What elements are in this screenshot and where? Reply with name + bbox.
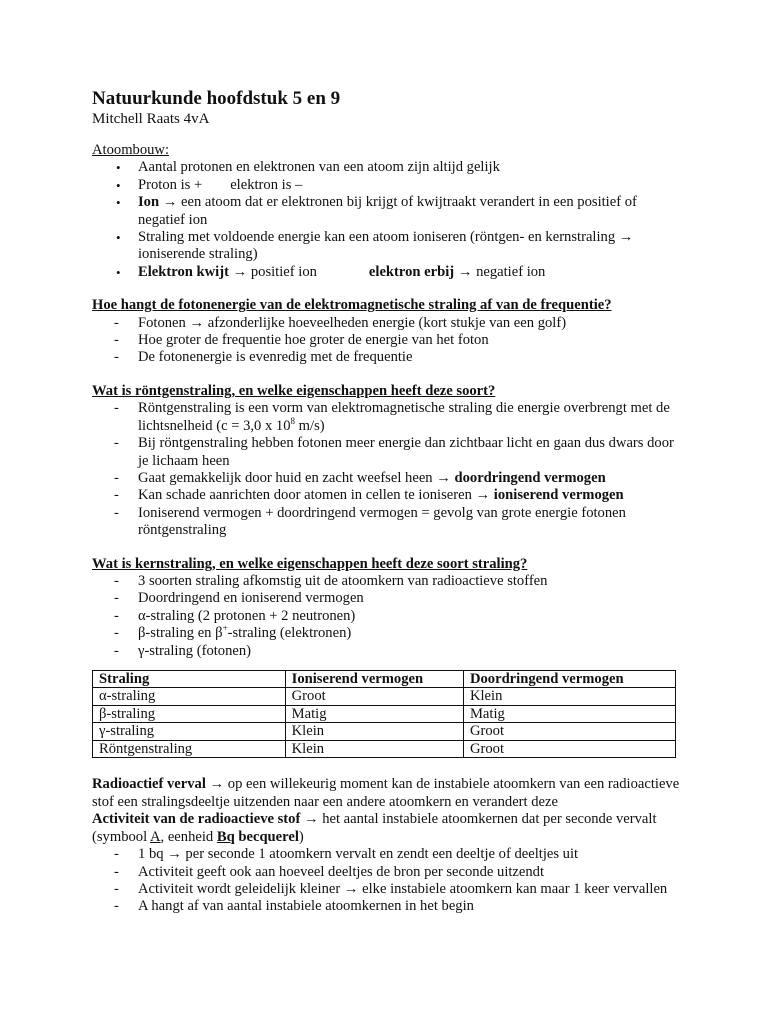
list-item: - Ioniserend vermogen + doordringend vermogen = gevolg van grote energie fotonen röntgenstraling [114,504,626,539]
bullet-icon: • [116,195,121,211]
table-cell: Klein [463,688,675,706]
list-item: - Kan schade aanrichten door atomen in cellen te ioniseren → ioniserend vermogen [114,487,624,504]
section-heading: Wat is röntgenstraling, en welke eigenschappen heeft deze soort? [92,382,496,399]
section-atoombouw [92,142,682,281]
section-rontgenstraling [92,383,682,540]
list-item: - Activiteit wordt geleidelijk kleiner → elke instabiele atoomkern kan maar 1 keer vervallen [114,880,668,897]
table-row [93,688,676,706]
paragraph-activiteit: Activiteit van de radioactieve stof → het aantal instabiele atoomkernen dat per seconde vervalt (symbool A, eenheid Bq becquerel) [92,811,657,845]
list-item: - Röntgenstraling is een vorm van elektromagnetische straling die energie overbrengt met de lichtsnelheid (c = 3,0 x $10^8$ m/s) [114,400,670,434]
table-cell: Klein [285,740,463,758]
list-item: - Doordringend en ioniserend vermogen [114,590,364,607]
dash-icon: - [114,572,119,589]
dash-icon: - [114,314,119,331]
list-item: - Hoe groter de frequentie hoe groter de energie van het foton [114,332,489,349]
bullet-icon: • [116,264,121,280]
table-header-row [93,670,676,688]
dash-icon: - [114,400,119,417]
document-title: Natuurkunde hoofdstuk 5 en 9 [92,88,341,109]
table-cell: γ-straling [93,723,286,741]
section-radioactief-verval [92,776,682,915]
list-item: - 3 soorten straling afkomstig uit de atoomkern van radioactieve stoffen [114,572,548,589]
table-cell: α-straling [93,688,286,706]
dash-list [92,846,682,916]
paragraph-verval: Radioactief verval → op een willekeurig moment kan de instabiele atoomkern van een radioactieve stof een stralingsdeeltje uitzenden naar een andere atoomkern en verandert deze [92,776,680,810]
list-item: • Aantal protonen en elektronen van een atoom zijn altijd gelijk [116,159,500,176]
table-cell: β-straling [93,705,286,723]
table-cell: Groot [463,723,675,741]
dash-icon: - [114,898,119,915]
dash-list [92,573,682,660]
list-item: • Ion → een atoom dat er elektronen bij krijgt of kwijtraakt verandert in een positief of negatief ion [116,194,637,228]
table-header-cell: Ioniserend vermogen [285,670,463,688]
section-heading: Hoe hangt de fotonenergie van de elektromagnetische straling af van de frequentie? [92,297,612,314]
section-kernstraling [92,556,682,660]
dash-icon: - [114,590,119,607]
list-item: - A hangt af van aantal instabiele atoomkernen in het begin [114,898,474,915]
table-cell: Klein [285,723,463,741]
dash-icon: - [114,642,119,659]
table-cell: Matig [463,705,675,723]
dash-icon: - [114,435,119,452]
table-row [93,705,676,723]
dash-icon: - [114,469,119,486]
table-cell: Groot [285,688,463,706]
list-item: • Elektron kwijt → positief ion elektron erbij → negatief ion [116,263,546,280]
dash-icon: - [114,880,119,897]
table-header-cell: Straling [93,670,286,688]
dash-list [92,400,682,539]
section-fotonenergie [92,297,682,367]
list-item: - Fotonen → afzonderlijke hoeveelheden energie (kort stukje van een golf) [114,314,567,331]
dash-icon: - [114,349,119,366]
document-page [92,88,682,916]
dash-icon: - [114,863,119,880]
table-row [93,740,676,758]
list-item: - α-straling (2 protonen + 2 neutronen) [114,607,356,624]
list-item: - γ-straling (fotonen) [114,642,252,659]
list-item: - Activiteit geeft ook aan hoeveel deeltjes de bron per seconde uitzendt [114,863,545,880]
list-item: - β-straling en β+-straling (elektronen) [114,623,352,642]
author-line: Mitchell Raats 4vA [92,111,210,127]
dash-icon: - [114,504,119,521]
straling-table [92,670,676,759]
table-header-cell: Doordringend vermogen [463,670,675,688]
list-item: - Bij röntgenstraling hebben fotonen meer energie dan zichtbaar licht en gaan dus dwars door je lichaam heen [114,435,674,469]
dash-icon: - [114,332,119,349]
dash-icon: - [114,487,119,504]
list-item: - Gaat gemakkelijk door huid en zacht weefsel heen → doordringend vermogen [114,469,606,486]
list-item: • Proton is + elektron is – [116,176,303,193]
table-row [93,723,676,741]
bullet-list [92,159,682,281]
list-item: • Straling met voldoende energie kan een atoom ioniseren (röntgen- en kernstraling → ioniserende straling) [116,229,634,263]
table-cell: Groot [463,740,675,758]
dash-list [92,315,682,367]
list-item: - De fotonenergie is evenredig met de frequentie [114,349,413,366]
dash-icon: - [114,607,119,624]
dash-icon: - [114,625,119,642]
list-item: - 1 bq → per seconde 1 atoomkern vervalt en zendt een deeltje of deeltjes uit [114,846,579,863]
section-heading: Atoombouw: [92,142,170,158]
bullet-icon: • [116,177,121,193]
bullet-icon: • [116,230,121,246]
section-heading: Wat is kernstraling, en welke eigenschappen heeft deze soort straling? [92,555,528,572]
table-cell: Matig [285,705,463,723]
table-cell: Röntgenstraling [93,740,286,758]
dash-icon: - [114,846,119,863]
bullet-icon: • [116,160,121,176]
